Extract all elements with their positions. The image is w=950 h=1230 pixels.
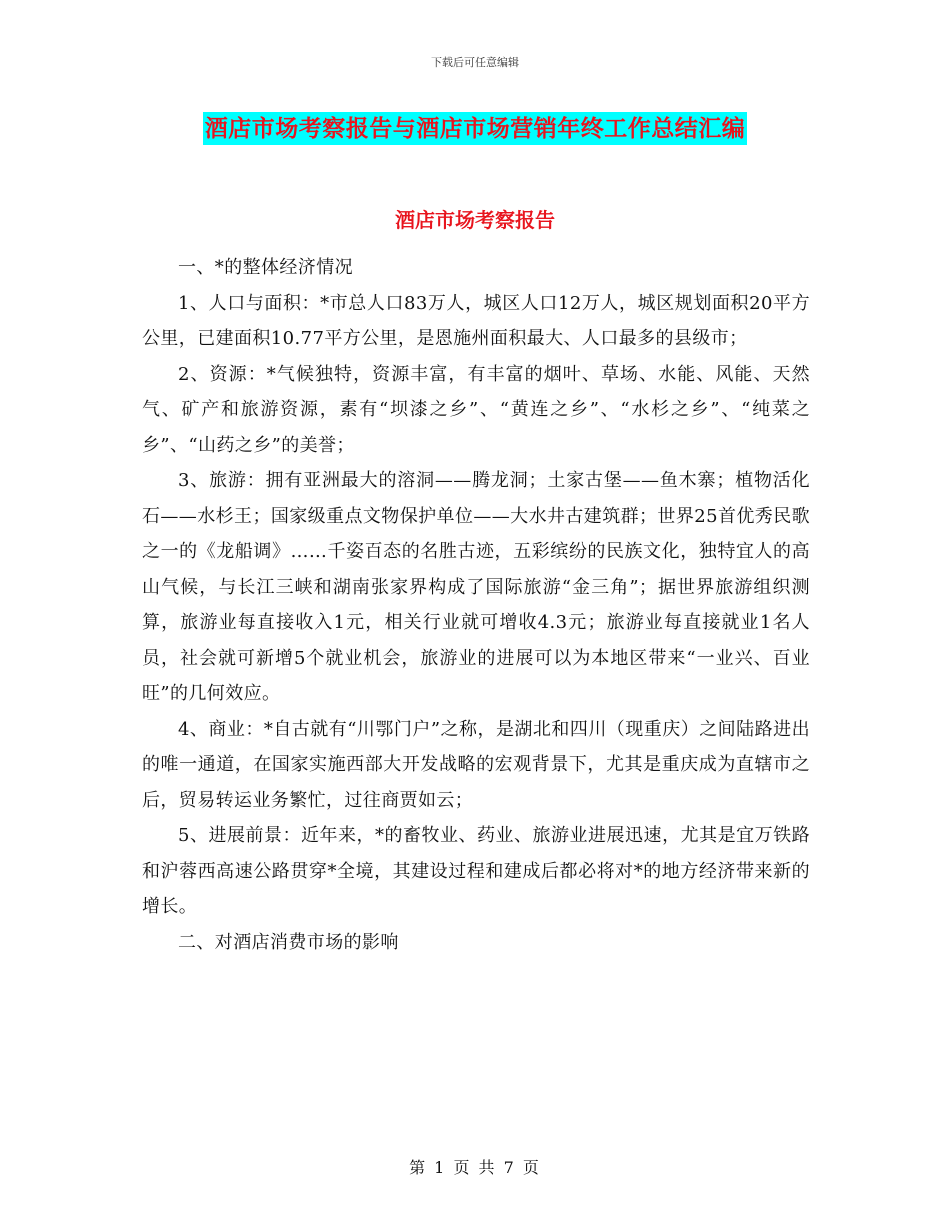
paragraph-population: 1、人口与面积：*市总人口83万人，城区人口12万人，城区规划面积20平方公里，已建面积10.77平方公里，是恩施州面积最大、人口最多的县级市； <box>142 292 810 349</box>
section-title: 酒店市场考察报告 <box>395 208 555 232</box>
heading-hotel-market: 二、对酒店消费市场的影响 <box>178 931 399 953</box>
header-note: 下载后可任意编辑 <box>431 56 519 69</box>
paragraph-resources: 2、资源：*气候独特，资源丰富，有丰富的烟叶、草场、水能、风能、天然气、矿产和旅游资源，素有“坝漆之乡”、“黄连之乡”、“水杉之乡”、“纯菜之乡”、“山药之乡”的美誉； <box>142 363 810 456</box>
document-body <box>142 250 810 960</box>
main-title-container <box>0 112 950 145</box>
paragraph-tourism: 3、旅游：拥有亚洲最大的溶洞——腾龙洞；土家古堡——鱼木寨；植物活化石——水杉王；国家级重点文物保护单位——大水井古建筑群；世界25首优秀民歌之一的《龙船调》……千姿百态的名胜古迹，五彩缤纷的民族文化，独特宜人的高山气候，与长江三峡和湖南张家界构成了国际旅游“金三角”；据世界旅游组织测算，旅游业每直接收入1元，相关行业就可增收4.3元；旅游业每直接就业1名人员，社会就可新增5个就业机会，旅游业的进展可以为本地区带来“一业兴、百业旺”的几何效应。 <box>142 470 810 704</box>
heading-economy: 一、*的整体经济情况 <box>178 257 353 278</box>
main-title: 酒店市场考察报告与酒店市场营销年终工作总结汇编 <box>203 112 748 145</box>
page-number: 第 1 页 共 7 页 <box>409 1158 541 1177</box>
paragraph-prospects: 5、进展前景：近年来，*的畜牧业、药业、旅游业进展迅速，尤其是宜万铁路和沪蓉西高速公路贯穿*全境，其建设过程和建成后都必将对*的地方经济带来新的增长。 <box>142 825 810 917</box>
paragraph-commerce: 4、商业：*自古就有“川鄂门户”之称，是湖北和四川（现重庆）之间陆路进出的唯一通道，在国家实施西部大开发战略的宏观背景下，尤其是重庆成为直辖市之后，贸易转运业务繁忙，过往商贾如云； <box>142 718 810 811</box>
